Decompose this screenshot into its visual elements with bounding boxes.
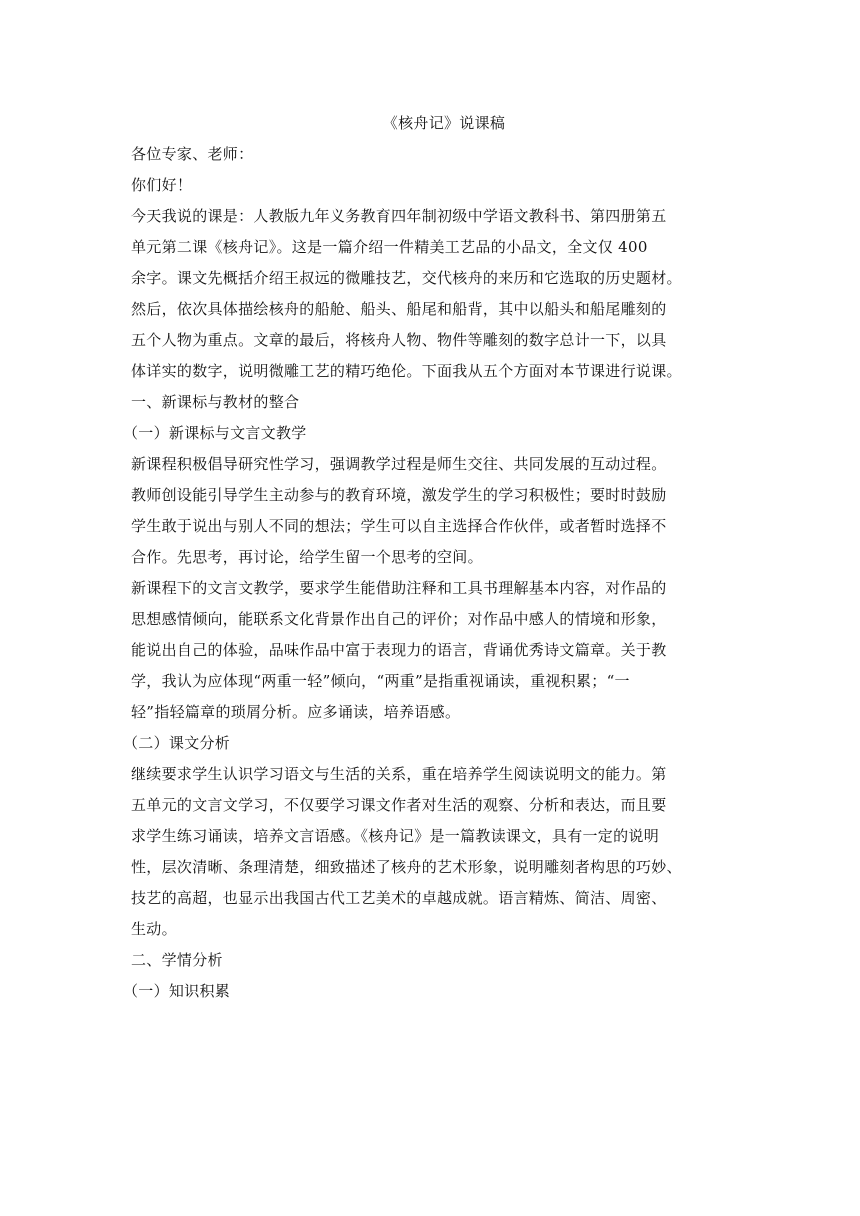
subsection-heading: （一）新课标与文言文教学 xyxy=(123,424,307,442)
greeting-line: 你们好！ xyxy=(131,176,193,194)
text-line: 生动。 xyxy=(131,920,177,938)
text-line: 合作。先思考，再讨论，给学生留一个思考的空间。 xyxy=(131,548,483,566)
section-heading: 二、学情分析 xyxy=(131,951,223,969)
document-title: 《核舟记》说课稿 xyxy=(382,114,506,132)
greeting-line: 各位专家、老师： xyxy=(131,145,254,163)
paragraph-2 xyxy=(131,573,737,728)
text-line: 性，层次清晰、条理清楚，细致描述了核舟的艺术形象，说明雕刻者构思的巧妙、 xyxy=(131,858,682,876)
text-line: 能说出自己的体验，品味作品中富于表现力的语言，背诵优秀诗文篇章。关于教 xyxy=(131,641,667,659)
text-line: 求学生练习诵读，培养文言语感。《核舟记》是一篇教读课文，具有一定的说明 xyxy=(131,827,660,845)
paragraph-3 xyxy=(131,759,737,945)
text-line: 然后，依次具体描绘核舟的船舱、船头、船尾和船背，其中以船头和船尾雕刻的 xyxy=(131,300,667,318)
section-heading: 一、新课标与教材的整合 xyxy=(131,393,300,411)
text-line: 余字。课文先概括介绍王叔远的微雕技艺，交代核舟的来历和它选取的历史题材。 xyxy=(131,269,682,287)
text-line: 思想感情倾向，能联系文化背景作出自己的评价；对作品中感人的情境和形象， xyxy=(131,610,667,628)
text-line: 学生敢于说出与别人不同的想法；学生可以自主选择合作伙伴，或者暂时选择不 xyxy=(131,517,667,535)
text-line: 轻”指轻篇章的琐屑分析。应多诵读，培养语感。 xyxy=(131,703,461,721)
text-line: 新课程下的文言文教学，要求学生能借助注释和工具书理解基本内容，对作品的 xyxy=(131,579,667,597)
text-line: 体详实的数字，说明微雕工艺的精巧绝伦。下面我从五个方面对本节课进行说课。 xyxy=(131,362,682,380)
text-line: 单元第二课《核舟记》。这是一篇介绍一件精美工艺品的小品文，全文仅 400 xyxy=(131,238,648,256)
text-line: 新课程积极倡导研究性学习，强调教学过程是师生交往、共同发展的互动过程。 xyxy=(131,455,667,473)
paragraph-1 xyxy=(131,449,737,573)
text-line: 今天我说的课是：人教版九年义务教育四年制初级中学语文教科书、第四册第五 xyxy=(131,207,667,225)
text-line: 五单元的文言文学习，不仅要学习课文作者对生活的观察、分析和表达，而且要 xyxy=(131,796,667,814)
text-line: 五个人物为重点。文章的最后，将核舟人物、物件等雕刻的数字总计一下，以具 xyxy=(131,331,667,349)
intro-paragraph xyxy=(131,201,737,387)
document-body xyxy=(123,108,737,1007)
text-line: 学，我认为应体现“两重一轻”倾向，“两重”是指重视诵读，重视积累；“一 xyxy=(131,672,630,690)
text-line: 继续要求学生认识学习语文与生活的关系，重在培养学生阅读说明文的能力。第 xyxy=(131,765,667,783)
text-line: 技艺的高超，也显示出我国古代工艺美术的卓越成就。语言精炼、简洁、周密、 xyxy=(131,889,667,907)
subsection-heading: （二）课文分析 xyxy=(123,734,231,752)
subsection-heading: （一）知识积累 xyxy=(123,982,231,1000)
text-line: 教师创设能引导学生主动参与的教育环境，激发学生的学习积极性；要时时鼓励 xyxy=(131,486,667,504)
